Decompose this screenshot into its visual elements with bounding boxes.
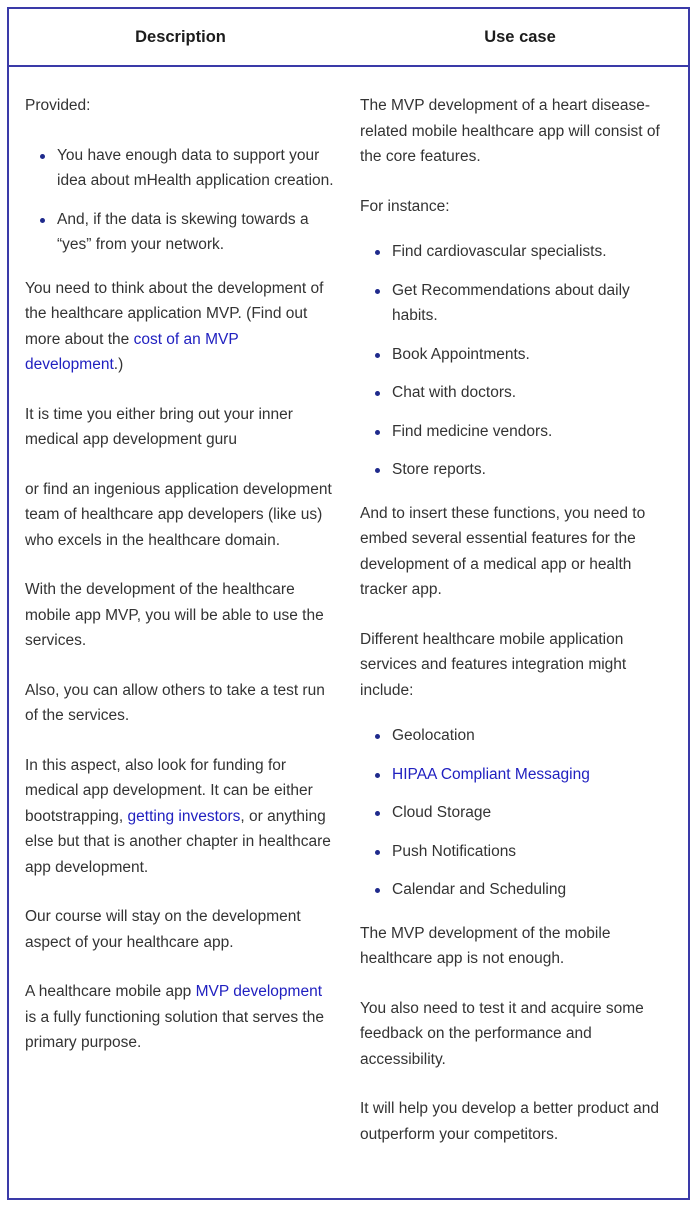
list-item: Push Notifications: [392, 839, 674, 865]
list-item: Get Recommendations about daily habits.: [392, 278, 674, 329]
paragraph-course: Our course will stay on the development aspect of your healthcare app.: [25, 908, 301, 951]
paragraph-test-run: Also, you can allow others to take a test run of the services.: [25, 681, 325, 724]
paragraph-text: , or anything else but that is another chapter in healthcare app development.: [25, 807, 331, 876]
provided-list: [25, 143, 334, 258]
list-item: Find cardiovascular specialists.: [392, 239, 674, 265]
paragraph-text: You need to think about the development of the healthcare application MVP. (Find out more about the: [25, 279, 324, 348]
paragraph-for-instance: For instance:: [360, 197, 450, 215]
paragraph-heart-mvp: The MVP development of a heart disease-related mobile healthcare app will consist of the core features.: [360, 97, 660, 165]
paragraph-text: A healthcare mobile app: [25, 983, 196, 1000]
table-header-row: [9, 9, 688, 67]
paragraph-embed: And to insert these functions, you need to embed several essential features for the development of a medical app or health tracker app.: [360, 504, 646, 598]
comparison-table: [7, 7, 690, 1200]
paragraph-outperform: It will help you develop a better product and outperform your competitors.: [360, 1100, 659, 1143]
integrations-list: [360, 723, 674, 903]
paragraph-guru: It is time you either bring out your inner medical app development guru: [25, 405, 293, 448]
header-description: Description: [135, 27, 226, 46]
description-cell: [9, 67, 352, 1171]
paragraph-text: .): [113, 356, 124, 373]
header-use-case: Use case: [484, 27, 556, 46]
features-list: [360, 239, 674, 483]
list-item: And, if the data is skewing towards a “yes” from your network.: [57, 207, 334, 258]
provided-label: Provided:: [25, 97, 91, 114]
paragraph-mvp: [25, 276, 334, 378]
list-item: Cloud Storage: [392, 800, 674, 826]
table-body-row: [9, 67, 688, 1171]
list-item: Find medicine vendors.: [392, 419, 674, 445]
paragraph-not-enough: The MVP development of the mobile healthcare app is not enough.: [360, 924, 611, 967]
list-item: Calendar and Scheduling: [392, 877, 674, 903]
paragraph-text: In this aspect, also look for funding for medical app development. It can be either bootstrapping,: [25, 756, 313, 825]
list-item: Chat with doctors.: [392, 380, 674, 406]
list-item: Store reports.: [392, 457, 674, 483]
use-case-cell: [352, 67, 688, 1171]
list-item: Book Appointments.: [392, 342, 674, 368]
list-item: You have enough data to support your idea about mHealth application creation.: [57, 143, 334, 194]
mvp-development-link[interactable]: MVP development: [195, 983, 322, 1000]
mvp-cost-link[interactable]: cost of an MVP development: [25, 330, 239, 373]
list-item: [392, 762, 674, 788]
paragraph-test-feedback: You also need to test it and acquire some feedback on the performance and accessibility.: [360, 999, 644, 1068]
paragraph-funding: [25, 753, 334, 881]
paragraph-team: or find an ingenious application development team of healthcare app developers (like us) who excels in the healthcare domain.: [25, 480, 332, 549]
getting-investors-link[interactable]: getting investors: [127, 807, 241, 825]
paragraph-mvp-definition: [25, 979, 334, 1056]
hipaa-messaging-link[interactable]: HIPAA Compliant Messaging: [392, 765, 590, 783]
list-item: Geolocation: [392, 723, 674, 749]
paragraph-integration: Different healthcare mobile application services and features integration might include:: [360, 630, 627, 699]
paragraph-services: With the development of the healthcare mobile app MVP, you will be able to use the services.: [25, 581, 324, 649]
paragraph-text: is a fully functioning solution that serves the primary purpose.: [25, 1008, 324, 1051]
